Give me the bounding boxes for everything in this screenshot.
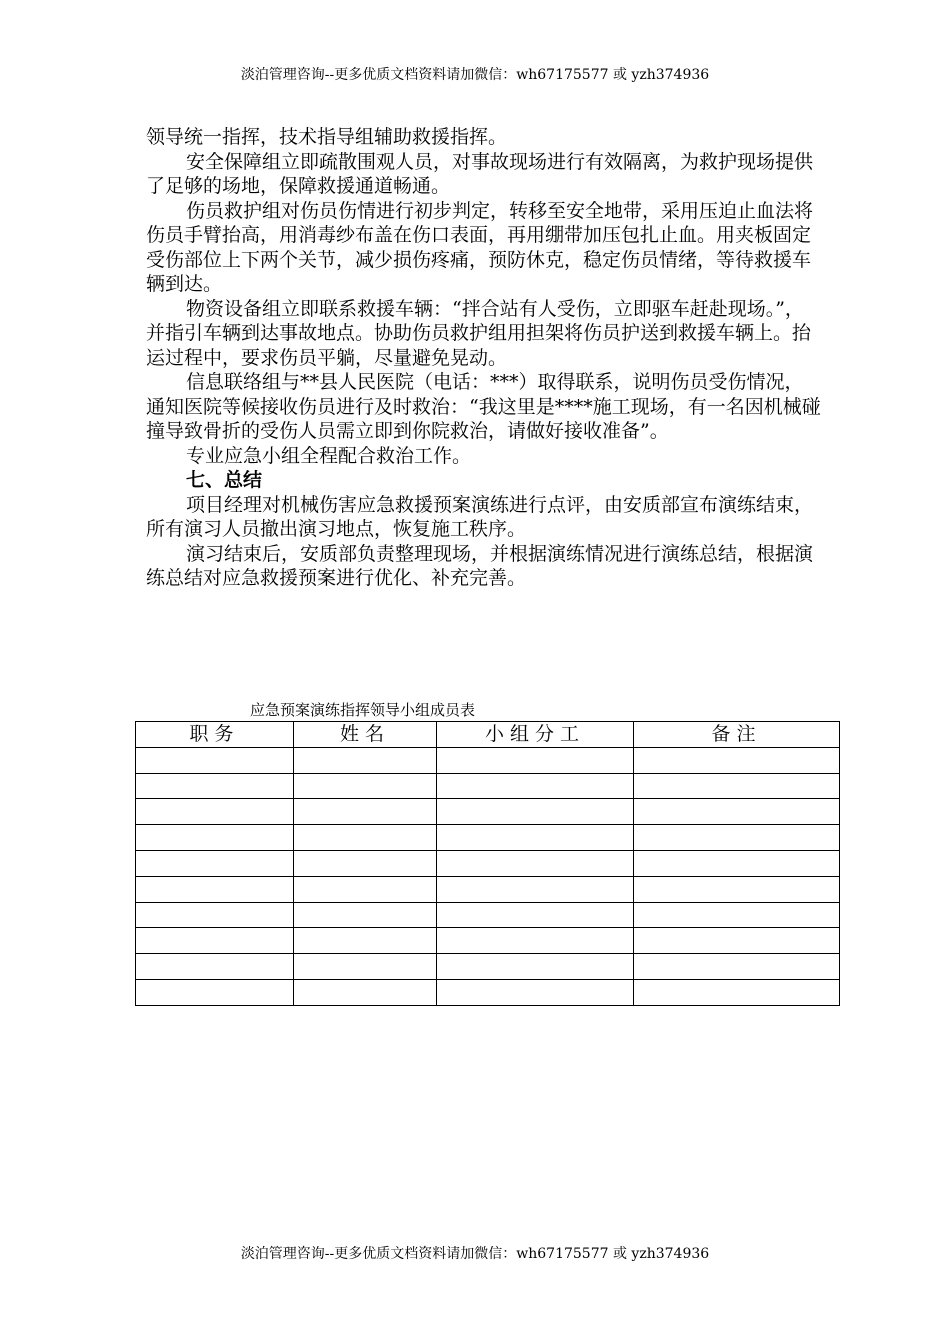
table-row [136, 747, 840, 773]
table-row [136, 825, 840, 851]
table-cell [437, 773, 634, 799]
paragraph-summary-review: 项目经理对机械伤害应急救援预案演练进行点评，由安质部宣布演练结束，所有演习人员撤出演习地点，恢复施工秩序。 [146, 493, 814, 540]
table-cell [136, 850, 294, 876]
table-cell [294, 928, 437, 954]
table-cell [136, 979, 294, 1005]
table-cell [634, 928, 840, 954]
table-cell [136, 928, 294, 954]
table-caption: 应急预案演练指挥领导小组成员表 [250, 701, 476, 719]
paragraph-safety-group: 安全保障组立即疏散围观人员，对事故现场进行有效隔离，为救护现场提供了足够的场地，保障救援通道畅通。 [146, 150, 814, 197]
table-cell [437, 825, 634, 851]
table-cell [294, 850, 437, 876]
table-cell [437, 928, 634, 954]
page-footer: 淡泊管理咨询--更多优质文档资料请加微信：wh67175577 或 yzh374936 [240, 1246, 710, 1262]
section-heading-summary: 七、总结 [186, 469, 263, 491]
table-row [136, 979, 840, 1005]
document-body [146, 125, 821, 591]
table-cell [136, 773, 294, 799]
table-row [136, 850, 840, 876]
paragraph-continuation: 领导统一指挥，技术指导组辅助救援指挥。 [146, 126, 508, 148]
column-header-remarks: 备注 [634, 722, 840, 748]
paragraph-supplies-group: 物资设备组立即联系救援车辆：“拌合站有人受伤，立即驱车赶赴现场。”，并指引车辆到达事故地点。协助伤员救护组用担架将伤员护送到救援车辆上。抬运过程中，要求伤员平躺，尽量避免晃动。 [146, 297, 812, 369]
table-cell [294, 979, 437, 1005]
leadership-roster-table [135, 721, 840, 1006]
table-cell [294, 799, 437, 825]
table-cell [294, 747, 437, 773]
table-cell [437, 876, 634, 902]
table-cell [136, 825, 294, 851]
table-cell [437, 799, 634, 825]
table-row [136, 902, 840, 928]
paragraph-rescue-group: 伤员救护组对伤员伤情进行初步判定，转移至安全地带，采用压迫止血法将伤员手臂抬高，用消毒纱布盖在伤口表面，再用绷带加压包扎止血。用夹板固定受伤部位上下两个关节，减少损伤疼痛，预防休克，稳定伤员情绪，等待救援车辆到达。 [146, 199, 814, 295]
table-cell [136, 747, 294, 773]
column-header-name: 姓名 [294, 722, 437, 748]
column-header-assignment: 小组分工 [437, 722, 634, 748]
table-cell [294, 825, 437, 851]
table-cell [437, 902, 634, 928]
table-cell [136, 876, 294, 902]
table-row [136, 928, 840, 954]
table-cell [634, 954, 840, 980]
table-row [136, 773, 840, 799]
table-cell [294, 876, 437, 902]
table-cell [634, 747, 840, 773]
table-cell [437, 954, 634, 980]
paragraph-emergency-team: 专业应急小组全程配合救治工作。 [186, 444, 472, 467]
table-cell [437, 850, 634, 876]
paragraph-summary-cleanup: 演习结束后，安质部负责整理现场，并根据演练情况进行演练总结，根据演练总结对应急救援预案进行优化、补充完善。 [146, 542, 814, 589]
paragraph-liaison-group: 信息联络组与**县人民医院（电话：***）取得联系，说明伤员受伤情况，通知医院等候接收伤员进行及时救治：“我这里是****施工现场，有一名因机械碰撞导致骨折的受伤人员需立即到你院救治，请做好接收准备”。 [146, 371, 821, 442]
table-cell [294, 773, 437, 799]
table-cell [634, 773, 840, 799]
table-cell [136, 954, 294, 980]
table-cell [136, 799, 294, 825]
page-header: 淡泊管理咨询--更多优质文档资料请加微信：wh67175577 或 yzh374936 [240, 67, 710, 83]
table-cell [634, 825, 840, 851]
table-row [136, 799, 840, 825]
table-cell [437, 747, 634, 773]
column-header-position: 职务 [136, 722, 294, 748]
table-cell [294, 954, 437, 980]
table-cell [136, 902, 294, 928]
table-row [136, 954, 840, 980]
table-cell [294, 902, 437, 928]
table-header-row [136, 722, 840, 748]
table-cell [437, 979, 634, 1005]
table-cell [634, 979, 840, 1005]
table-cell [634, 850, 840, 876]
table-cell [634, 876, 840, 902]
table-cell [634, 902, 840, 928]
table-row [136, 876, 840, 902]
table-cell [634, 799, 840, 825]
